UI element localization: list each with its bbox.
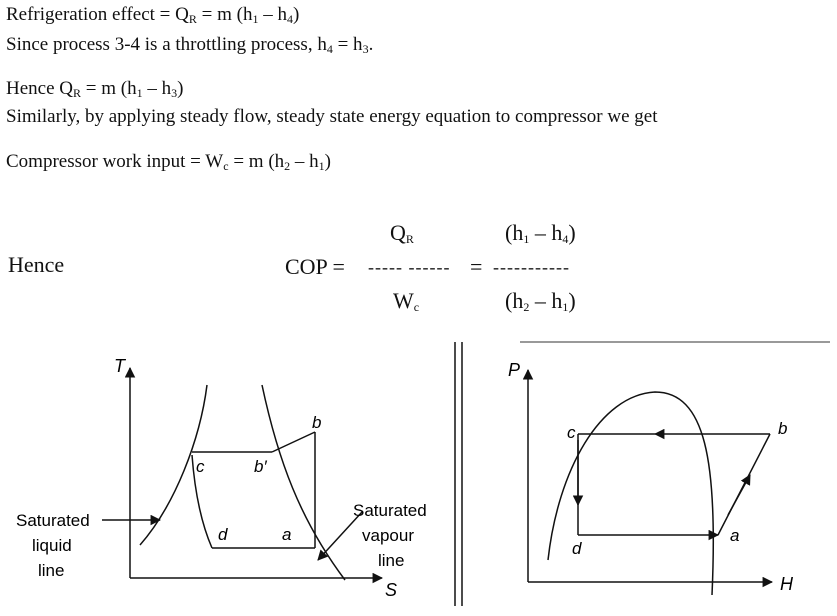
text-part: ) <box>177 78 184 99</box>
text-part: – h <box>290 151 319 172</box>
hence-label: Hence <box>8 252 65 277</box>
ph-x-label: H <box>780 574 793 594</box>
text-part: – h <box>529 220 563 245</box>
text-part: – h <box>529 288 563 313</box>
text-part: ) <box>568 288 576 313</box>
ph-y-label: P <box>508 360 521 380</box>
text-part: ) <box>568 220 576 245</box>
ph-compression-arrow <box>728 475 750 515</box>
ph-point-b: b <box>778 419 788 438</box>
text-part: Q <box>390 220 406 245</box>
text-part: ) <box>292 4 300 25</box>
ts-diagram <box>16 356 431 600</box>
subscript: c <box>413 300 420 314</box>
label-part: vapour <box>362 526 414 545</box>
text-part: – h <box>258 4 287 25</box>
text-part: Refrigeration effect = Q <box>6 4 189 25</box>
ts-point-a: a <box>282 525 292 544</box>
subscript: 1 <box>136 86 143 100</box>
ts-point-c: c <box>196 457 205 476</box>
subscript: R <box>188 12 197 26</box>
text-part: = m (h <box>228 151 285 172</box>
cop-label: COP = <box>285 254 345 279</box>
subscript: c <box>223 159 229 173</box>
label-part: line <box>378 551 405 570</box>
saturated-liquid-label <box>16 511 94 580</box>
subscript: 4 <box>286 12 293 26</box>
ts-y-label: T <box>114 356 125 376</box>
subscript: 3 <box>171 86 178 100</box>
fraction-bar-1: ----- ------ <box>368 257 451 277</box>
text-part: Compressor work input = W <box>6 151 224 172</box>
text-part: – h <box>142 78 172 99</box>
text-part: = h <box>332 34 363 55</box>
ts-point-d: d <box>218 525 228 544</box>
text-part: (h <box>505 288 524 313</box>
ph-point-c: c <box>567 423 576 442</box>
subscript: 1 <box>318 159 325 173</box>
text-part: Hence Q <box>6 78 73 99</box>
ph-point-d: d <box>572 539 582 558</box>
label-part: liquid <box>32 536 72 555</box>
subscript: R <box>405 232 414 246</box>
ts-x-label: S <box>385 580 398 600</box>
text-part: = m (h <box>81 78 137 99</box>
ts-vapour-line <box>262 385 345 580</box>
label-part: Saturated <box>16 511 90 530</box>
text-part: = m (h <box>196 4 253 25</box>
ts-point-bprime: b′ <box>254 457 267 476</box>
saturated-vapour-label <box>353 501 431 570</box>
ts-desuperheat-line <box>272 432 315 452</box>
text-part: ) <box>324 151 331 172</box>
label-part: Saturated <box>353 501 427 520</box>
subscript: R <box>73 86 82 100</box>
subscript: 1 <box>523 232 530 246</box>
text-part: Since process 3-4 is a throttling process, h <box>6 34 327 55</box>
subscript: 3 <box>362 42 369 56</box>
text-part: . <box>368 34 374 55</box>
steady-flow-line: Similarly, by applying steady flow, steady state energy equation to compressor we get <box>6 106 658 127</box>
subscript: 1 <box>252 12 259 26</box>
subscript: 2 <box>284 159 291 173</box>
equals-sign: = <box>470 254 483 279</box>
subscript: 1 <box>562 300 569 314</box>
subscript: 2 <box>523 300 530 314</box>
subscript: 4 <box>562 232 569 246</box>
text-part: (h <box>505 220 524 245</box>
ts-point-b: b <box>312 413 322 432</box>
ph-diagram <box>508 360 794 595</box>
fraction-bar-2: ----------- <box>493 257 570 277</box>
label-part: line <box>38 561 65 580</box>
subscript: 4 <box>326 42 333 56</box>
text-part: W <box>393 288 414 313</box>
ph-point-a: a <box>730 526 740 545</box>
